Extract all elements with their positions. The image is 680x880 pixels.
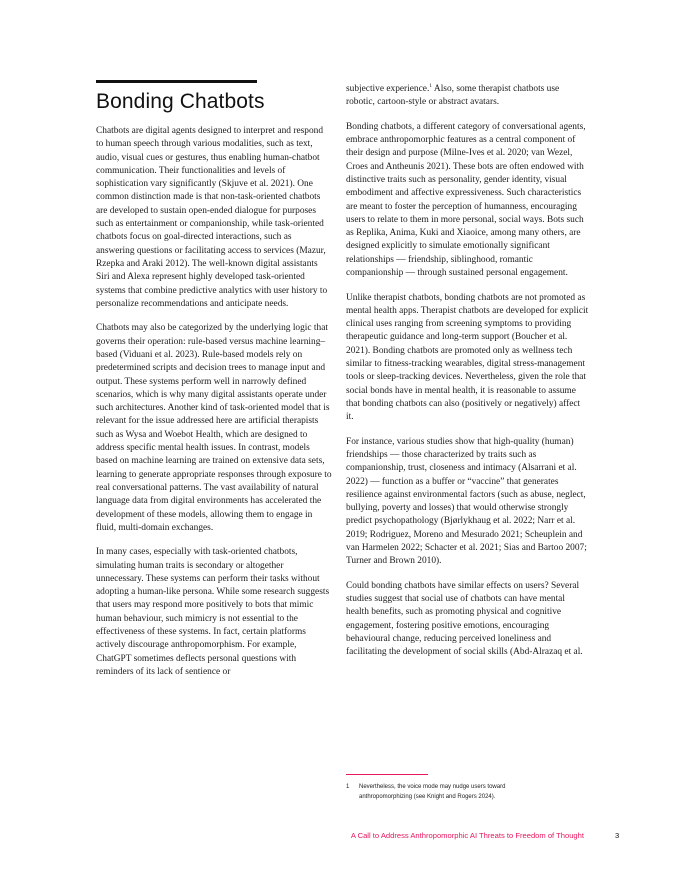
left-column — [96, 125, 332, 690]
paragraph-text: subjective experience. — [346, 84, 430, 94]
section-title: Bonding Chatbots — [96, 90, 265, 113]
body-paragraph: For instance, various studies show that high-quality (human) friendships — those characterized by traits such as companionship, trust, closeness and intimacy (Alsarrani et al. 2022) — function as a buffer or “vaccine” that generates resilience against environmental factors (such as abuse, neglect, bullying, poverty and losses) that would otherwise strongly predict psychopathology (Bjørlykhaug et al. 2022; Narr et al. 2019; Rodriguez, Moreno and Mesurado 2021; Scheuplein and van Harmelen 2022; Schacter et al. 2021; Sias and Bartoo 2007; Turner and Brown 2010). — [346, 436, 587, 567]
title-rule — [96, 80, 257, 83]
body-paragraph — [346, 80, 590, 110]
paragraph-text: Also, some therapist chatbots use robotic, cartoon-style or abstract avatars. — [346, 84, 560, 108]
page-number: 3 — [615, 831, 620, 840]
footnote-text: Nevertheless, the voice mode may nudge users toward anthropomorphizing (see Knight and Rogers 2024). — [359, 784, 506, 800]
footnote-divider — [346, 774, 428, 775]
body-paragraph: Bonding chatbots, a different category of conversational agents, embrace anthropomorphic features as a central component of their design and purpose (Milne-Ives et al. 2020; van Wezel, Croes and Antheunis 2021). These bots are often endowed with distinctive traits such as personality, gender identity, visual embodiment and affective expressiveness. Such characteristics are meant to foster the perception of humanness, encouraging users to relate to them in more personal, social ways. Bots such as Replika, Anima, Kuki and Xiaoice, among many others, are designed explicitly to simulate emotionally significant relationships — friendship, siblinghood, romantic companionship — through sustained personal engagement. — [346, 121, 586, 279]
right-column — [346, 80, 590, 671]
body-paragraph: Chatbots are digital agents designed to interpret and respond to human speech through various modalities, such as text, audio, visual cues or gestures, thus enabling human-chatbot communication. Their functionalities and levels of sophistication vary significantly (Skjuve et al. 2021). One common distinction made is that non-task-oriented chatbots are developed to sustain open-ended dialogue for purposes such as entertainment or companionship, while task-oriented chatbots focus on goal-directed interactions, such as answering questions or facilitating access to services (Mazur, Rzepka and Araki 2012). The well-known digital assistants Siri and Alexa represent highly developed task-oriented systems that combine predictive analytics with user history to personalize recommendations and anticipate needs. — [96, 126, 328, 309]
running-footer-title: A Call to Address Anthropomorphic AI Threats to Freedom of Thought — [350, 831, 584, 840]
body-paragraph: Chatbots may also be categorized by the underlying logic that governs their operation: rule-based versus machine learning–based (Viduani et al. 2023). Rule-based models rely on predetermined scripts and decision trees to manage input and output. These systems perform well in narrowly defined scenarios, which is why many digital assistants operate under such architectures. Another kind of task-oriented model that is relevant for the issue addressed here are artificial therapists such as Wysa and Woebot Health, which are designed to address specific mental health issues. In contrast, models based on machine learning are trained on extensive data sets, learning to generate appropriate responses through exposure to real conversational patterns. The vast availability of natural language data from digital environments has accelerated the development of these models, allowing them to engage in fluid, multi-domain exchanges. — [96, 323, 332, 533]
footnote-number: 1 — [346, 784, 350, 790]
footnote-reference[interactable]: 1 — [429, 83, 433, 89]
body-paragraph: In many cases, especially with task-oriented chatbots, simulating human traits is secondary or altogether unnecessary. These systems can perform their tasks without adopting a human-like persona. While some research suggests that users may respond more positively to bots that mimic human behaviour, such mimicry is not essential to the effectiveness of these systems. In fact, certain platforms actively discourage anthropomorphism. For example, ChatGPT sometimes deflects personal questions with reminders of its lack of sentience or — [96, 547, 330, 677]
body-paragraph: Unlike therapist chatbots, bonding chatbots are not promoted as mental health apps. Therapist chatbots are developed for explicit clinical uses ranging from screening symptoms to providing therapeutic guidance and long-term support (Boucher et al. 2021). Bonding chatbots are promoted only as wellness tech similar to fitness-tracking wearables, digital stress-management tools or sleep-tracking devices. Nevertheless, given the role that social bonds have in mental health, it is reasonable to assume that bonding chatbots can also (positively or negatively) affect it. — [346, 292, 589, 423]
body-paragraph: Could bonding chatbots have similar effects on users? Several studies suggest that social use of chatbots can have mental health benefits, such as promoting physical and cognitive engagement, fostering positive emotions, encouraging behavioural change, reducing perceived loneliness and facilitating the development of social skills (Abd-Alrazaq et al. — [346, 580, 583, 658]
